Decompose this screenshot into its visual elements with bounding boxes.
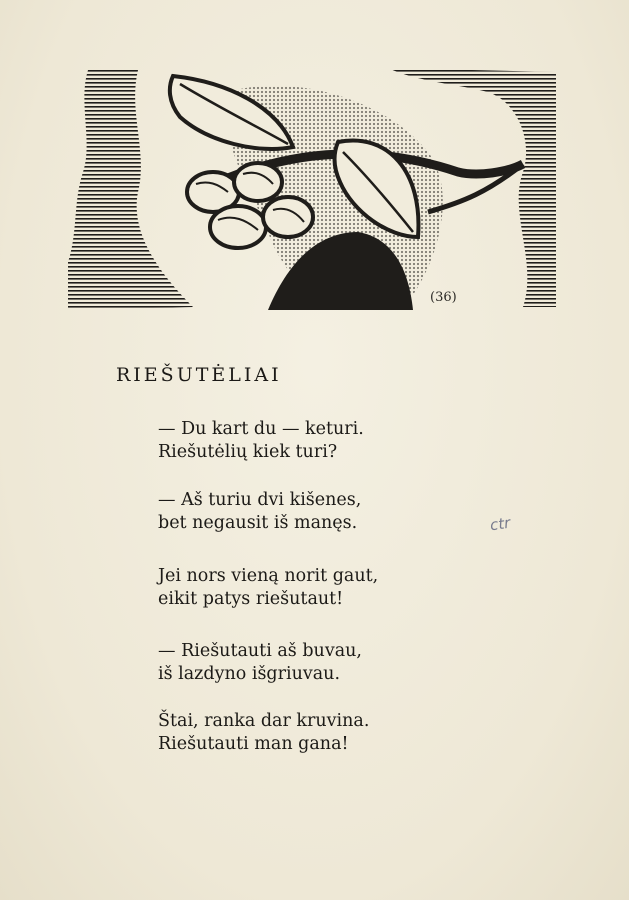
verse-line: Riešutauti man gana! [158, 734, 349, 754]
stanza-3 [158, 565, 378, 611]
stanza-1 [158, 418, 364, 464]
stanza-5 [158, 710, 369, 756]
verse-line: — Du kart du — keturi. [158, 419, 364, 439]
verse-line: — Aš turiu dvi kišenes, [158, 490, 362, 510]
verse-line: Jei nors vieną norit gaut, [158, 566, 379, 586]
hazelnut-branch-woodcut-icon [68, 62, 556, 314]
verse-line: bet negausit iš manęs. [158, 513, 358, 533]
verse-line: iš lazdyno išgriuvau. [158, 664, 341, 684]
verse-line: Riešutėlių kiek turi? [158, 442, 338, 462]
poem-title: RIEŠUTĖLIAI [116, 364, 282, 386]
stanza-2 [158, 489, 361, 535]
ink-stamp: ctr [488, 513, 512, 535]
verse-line: eikit patys riešutaut! [158, 589, 344, 609]
stanza-4 [158, 640, 362, 686]
verse-line: Štai, ranka dar kruvina. [158, 711, 370, 731]
verse-line: — Riešutauti aš buvau, [158, 641, 362, 661]
page-number: (36) [430, 290, 457, 305]
